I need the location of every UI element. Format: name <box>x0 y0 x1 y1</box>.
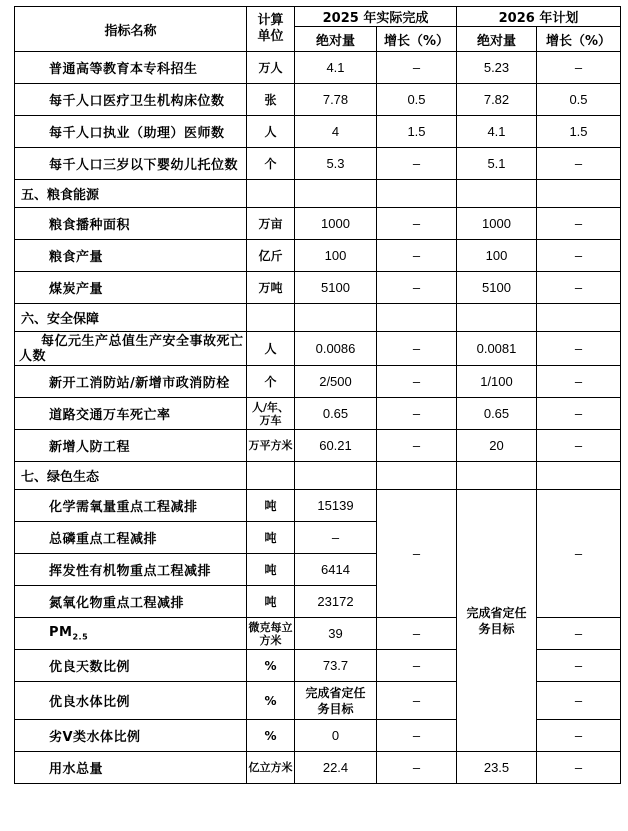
actual-2025: 6414 <box>295 554 377 586</box>
indicator-name: 粮食播种面积 <box>15 208 247 240</box>
table-row <box>15 52 621 84</box>
actual-2025: – <box>295 522 377 554</box>
growth-2026: – <box>537 332 621 366</box>
header-indicator-name: 指标名称 <box>15 7 247 52</box>
pm-label: PM <box>49 625 73 641</box>
table-row <box>15 116 621 148</box>
section-row <box>15 304 621 332</box>
actual-2025: 0.65 <box>295 398 377 430</box>
unit: 万亩 <box>247 208 295 240</box>
growth-2025: 0.5 <box>377 84 457 116</box>
growth-2026: – <box>537 52 621 84</box>
plan-2026: 5.1 <box>457 148 537 180</box>
growth-2026: – <box>537 272 621 304</box>
unit: 个 <box>247 366 295 398</box>
unit: % <box>247 650 295 682</box>
growth-2025: – <box>377 752 457 784</box>
plan-2026: 5.23 <box>457 52 537 84</box>
plan-indicator-table <box>14 6 621 784</box>
header-unit: 计算单位 <box>247 7 295 52</box>
unit: 人 <box>247 116 295 148</box>
growth-2025: – <box>377 148 457 180</box>
indicator-name: 粮食产量 <box>15 240 247 272</box>
growth-2026: – <box>537 752 621 784</box>
growth-2025: – <box>377 272 457 304</box>
indicator-name: 劣Ⅴ类水体比例 <box>15 720 247 752</box>
indicator-name: 道路交通万车死亡率 <box>15 398 247 430</box>
table-row <box>15 148 621 180</box>
growth-2025: – <box>377 52 457 84</box>
unit: % <box>247 720 295 752</box>
plan-2026: 1/100 <box>457 366 537 398</box>
header-2026-growth: 增长（%） <box>537 27 621 52</box>
table-row <box>15 490 621 522</box>
actual-2025: 4.1 <box>295 52 377 84</box>
table-row <box>15 208 621 240</box>
growth-2026: – <box>537 366 621 398</box>
indicator-name: 新开工消防站/新增市政消防栓 <box>15 366 247 398</box>
section-title-safety: 六、安全保障 <box>15 304 247 332</box>
growth-2025: – <box>377 430 457 462</box>
growth-2025-merged: – <box>377 490 457 618</box>
growth-2025: 1.5 <box>377 116 457 148</box>
growth-2026: – <box>537 398 621 430</box>
plan-2026: 20 <box>457 430 537 462</box>
header-2026-plan: 2026 年计划 <box>457 7 621 27</box>
header-2025-abs: 绝对量 <box>295 27 377 52</box>
table-row <box>15 430 621 462</box>
actual-2025: 4 <box>295 116 377 148</box>
plan-2026: 7.82 <box>457 84 537 116</box>
unit: 吨 <box>247 490 295 522</box>
indicator-name: 煤炭产量 <box>15 272 247 304</box>
actual-2025: 5100 <box>295 272 377 304</box>
actual-2025: 23172 <box>295 586 377 618</box>
unit: 吨 <box>247 522 295 554</box>
growth-2025: – <box>377 332 457 366</box>
indicator-name: 普通高等教育本专科招生 <box>15 52 247 84</box>
unit: 吨 <box>247 586 295 618</box>
plan-2026: 0.0081 <box>457 332 537 366</box>
table-row <box>15 398 621 430</box>
indicator-name-pm25 <box>15 618 247 650</box>
growth-2026: – <box>537 208 621 240</box>
section-row <box>15 180 621 208</box>
unit: 亿立方米 <box>247 752 295 784</box>
growth-2025: – <box>377 720 457 752</box>
unit: 万吨 <box>247 272 295 304</box>
plan-2026: 1000 <box>457 208 537 240</box>
growth-2026: – <box>537 430 621 462</box>
plan-2026: 100 <box>457 240 537 272</box>
indicator-name: 每千人口医疗卫生机构床位数 <box>15 84 247 116</box>
header-2026-abs: 绝对量 <box>457 27 537 52</box>
actual-2025: 15139 <box>295 490 377 522</box>
unit: 亿斤 <box>247 240 295 272</box>
growth-2026: – <box>537 682 621 720</box>
plan-2026: 5100 <box>457 272 537 304</box>
table-row <box>15 84 621 116</box>
unit: 吨 <box>247 554 295 586</box>
plan-2026-merged-target: 完成省定任务目标 <box>457 490 537 752</box>
actual-2025: 7.78 <box>295 84 377 116</box>
table-row <box>15 366 621 398</box>
plan-2026: 4.1 <box>457 116 537 148</box>
indicator-name: 化学需氧量重点工程减排 <box>15 490 247 522</box>
indicator-name: 新增人防工程 <box>15 430 247 462</box>
growth-2025: – <box>377 650 457 682</box>
section-row <box>15 462 621 490</box>
growth-2025: – <box>377 682 457 720</box>
actual-2025: 0 <box>295 720 377 752</box>
section-title-grain-energy: 五、粮食能源 <box>15 180 247 208</box>
unit: % <box>247 682 295 720</box>
table-row <box>15 272 621 304</box>
indicator-name: 优良水体比例 <box>15 682 247 720</box>
growth-2026: 1.5 <box>537 116 621 148</box>
table-row <box>15 332 621 366</box>
section-title-green-ecology: 七、绿色生态 <box>15 462 247 490</box>
growth-2026: – <box>537 148 621 180</box>
table-row <box>15 240 621 272</box>
growth-2026-merged: – <box>537 490 621 618</box>
growth-2025: – <box>377 240 457 272</box>
header-2025-growth: 增长（%） <box>377 27 457 52</box>
unit: 万人 <box>247 52 295 84</box>
indicator-name: 每千人口执业（助理）医师数 <box>15 116 247 148</box>
growth-2026: – <box>537 650 621 682</box>
growth-2026: – <box>537 618 621 650</box>
actual-2025: 0.0086 <box>295 332 377 366</box>
indicator-name: 用水总量 <box>15 752 247 784</box>
growth-2026: – <box>537 240 621 272</box>
unit: 微克每立方米 <box>247 618 295 650</box>
growth-2025: – <box>377 618 457 650</box>
actual-2025: 完成省定任务目标 <box>295 682 377 720</box>
growth-2025: – <box>377 208 457 240</box>
actual-2025: 39 <box>295 618 377 650</box>
growth-2025: – <box>377 398 457 430</box>
actual-2025: 1000 <box>295 208 377 240</box>
actual-2025: 5.3 <box>295 148 377 180</box>
unit: 个 <box>247 148 295 180</box>
indicator-name: 总磷重点工程减排 <box>15 522 247 554</box>
indicator-name: 优良天数比例 <box>15 650 247 682</box>
actual-2025: 22.4 <box>295 752 377 784</box>
actual-2025: 100 <box>295 240 377 272</box>
indicator-name: 氮氧化物重点工程减排 <box>15 586 247 618</box>
indicator-name: 每千人口三岁以下婴幼儿托位数 <box>15 148 247 180</box>
growth-2025: – <box>377 366 457 398</box>
growth-2026: 0.5 <box>537 84 621 116</box>
indicator-name: 每亿元生产总值生产安全事故死亡人数 <box>15 332 247 366</box>
plan-2026: 23.5 <box>457 752 537 784</box>
plan-2026: 0.65 <box>457 398 537 430</box>
unit: 人 <box>247 332 295 366</box>
pm-subscript: 2.5 <box>72 632 89 642</box>
actual-2025: 2/500 <box>295 366 377 398</box>
actual-2025: 60.21 <box>295 430 377 462</box>
header-2025-actual: 2025 年实际完成 <box>295 7 457 27</box>
unit: 人/年、万车 <box>247 398 295 430</box>
indicator-name: 挥发性有机物重点工程减排 <box>15 554 247 586</box>
growth-2026: – <box>537 720 621 752</box>
actual-2025: 73.7 <box>295 650 377 682</box>
unit: 张 <box>247 84 295 116</box>
unit: 万平方米 <box>247 430 295 462</box>
table-row <box>15 752 621 784</box>
